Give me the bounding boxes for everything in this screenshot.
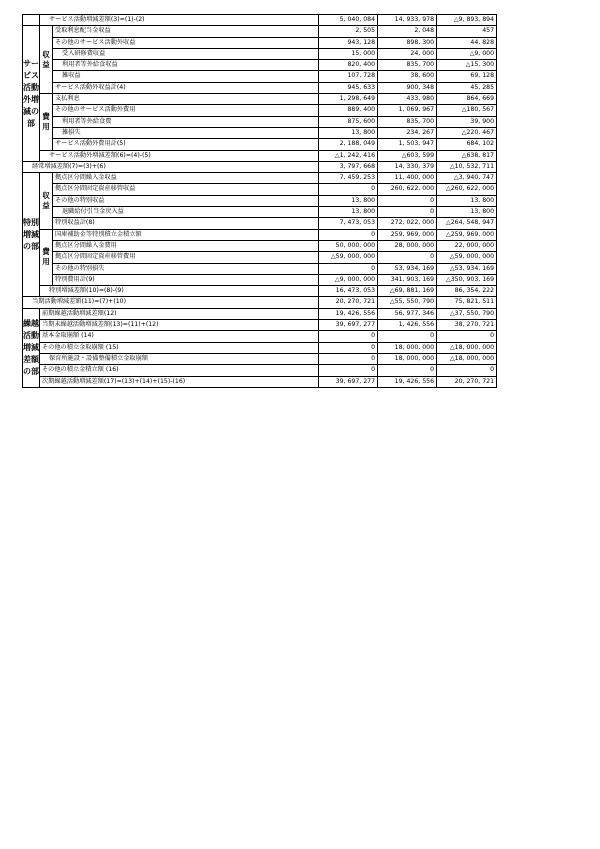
current-year-value: 945, 633 xyxy=(319,82,378,93)
prior-year-value: 56, 977, 346 xyxy=(378,308,437,319)
section-label-special-income: 収益 xyxy=(40,173,53,229)
difference-value: 0 xyxy=(437,331,497,342)
section-label-income: 収益 xyxy=(40,26,53,94)
prior-year-value: 272, 022, 000 xyxy=(378,218,437,229)
difference-value: 44, 828 xyxy=(437,37,497,48)
table-row xyxy=(23,150,497,161)
table-row xyxy=(23,286,497,297)
row-label: 前期繰越活動増減差額(12) xyxy=(40,308,319,319)
prior-year-value: 14, 933, 978 xyxy=(378,15,437,26)
table-row xyxy=(23,195,497,206)
table-row xyxy=(23,48,497,59)
row-label: 受入研修費収益 xyxy=(53,48,319,59)
difference-value: △638, 817 xyxy=(437,150,497,161)
current-year-value: 0 xyxy=(319,342,378,353)
current-year-value: 107, 728 xyxy=(319,71,378,82)
table-row xyxy=(23,297,497,308)
prior-year-value: 259, 969, 000 xyxy=(378,229,437,240)
prior-year-value: 28, 000, 000 xyxy=(378,240,437,251)
current-year-value: 0 xyxy=(319,184,378,195)
prior-year-value: 19, 426, 556 xyxy=(378,376,437,387)
current-year-value: △59, 000, 000 xyxy=(319,252,378,263)
table-row xyxy=(23,173,497,184)
difference-value: △59, 000, 000 xyxy=(437,252,497,263)
table-row xyxy=(23,15,497,26)
prior-year-value: 18, 000, 000 xyxy=(378,353,437,364)
prior-year-value: 260, 622, 000 xyxy=(378,184,437,195)
table-row xyxy=(23,353,497,364)
current-year-value: 13, 800 xyxy=(319,127,378,138)
difference-value: △9, 893, 894 xyxy=(437,15,497,26)
row-label: 雑損失 xyxy=(53,127,319,138)
current-year-value: 19, 426, 556 xyxy=(319,308,378,319)
prior-year-value: 835, 700 xyxy=(378,60,437,71)
current-year-value: 875, 600 xyxy=(319,116,378,127)
difference-value: 20, 270, 721 xyxy=(437,376,497,387)
difference-value: 864, 669 xyxy=(437,94,497,105)
prior-year-value: 341, 903, 169 xyxy=(378,274,437,285)
current-year-value: 16, 473, 053 xyxy=(319,286,378,297)
current-year-value: 3, 797, 668 xyxy=(319,161,378,172)
prior-year-value: 18, 000, 000 xyxy=(378,342,437,353)
row-label: 退職給付引当金戻入益 xyxy=(53,207,319,218)
prior-year-value: △603, 599 xyxy=(378,150,437,161)
current-year-value: 0 xyxy=(319,331,378,342)
current-year-value: 7, 459, 253 xyxy=(319,173,378,184)
current-year-value: 820, 400 xyxy=(319,60,378,71)
prior-year-value: 14, 330, 379 xyxy=(378,161,437,172)
difference-value: △3, 940, 747 xyxy=(437,173,497,184)
difference-value: △264, 548, 947 xyxy=(437,218,497,229)
row-label: 支払利息 xyxy=(53,94,319,105)
row-label: 利用者等外給食費 xyxy=(53,116,319,127)
row-label: 次期繰越活動増減差額(17)=(13)+(14)+(15)-(16) xyxy=(40,376,319,387)
current-year-value: 39, 697, 277 xyxy=(319,376,378,387)
difference-value: 13, 800 xyxy=(437,195,497,206)
difference-value: △9, 000 xyxy=(437,48,497,59)
row-label: 特別増減差額(10)=(8)-(9) xyxy=(40,286,319,297)
difference-value: △53, 934, 169 xyxy=(437,263,497,274)
row-label: 当期活動増減差額(11)=(7)+(10) xyxy=(23,297,319,308)
table-row xyxy=(23,71,497,82)
prior-year-value: 24, 000 xyxy=(378,48,437,59)
prior-year-value: 38, 600 xyxy=(378,71,437,82)
row-label: その他のサービス活動外費用 xyxy=(53,105,319,116)
current-year-value: 2, 188, 049 xyxy=(319,139,378,150)
row-label: 国庫補助金等特別積立金積立額 xyxy=(53,229,319,240)
difference-value: △260, 622, 000 xyxy=(437,184,497,195)
prior-year-value: △69, 881, 169 xyxy=(378,286,437,297)
table-row xyxy=(23,342,497,353)
difference-value: △18, 000, 000 xyxy=(437,342,497,353)
current-year-value: 0 xyxy=(319,353,378,364)
row-label: 特別収益計(8) xyxy=(53,218,319,229)
difference-value: △15, 300 xyxy=(437,60,497,71)
current-year-value: 7, 473, 053 xyxy=(319,218,378,229)
current-year-value: 943, 128 xyxy=(319,37,378,48)
current-year-value: 0 xyxy=(319,365,378,376)
row-label: その他の積立金取崩額 (15) xyxy=(40,342,319,353)
row-label: サービス活動外収益計(4) xyxy=(53,82,319,93)
table-row xyxy=(23,105,497,116)
table-row xyxy=(23,320,497,331)
difference-value: 22, 000, 000 xyxy=(437,240,497,251)
row-label: その他の積立金積立額 (16) xyxy=(40,365,319,376)
table-row xyxy=(23,308,497,319)
difference-value: 39, 900 xyxy=(437,116,497,127)
activity-statement-table xyxy=(22,14,497,388)
difference-value: △220, 467 xyxy=(437,127,497,138)
table-row xyxy=(23,218,497,229)
prior-year-value: 0 xyxy=(378,331,437,342)
difference-value: △259, 969, 000 xyxy=(437,229,497,240)
prior-year-value: 2, 048 xyxy=(378,26,437,37)
row-label: その他の特別収益 xyxy=(53,195,319,206)
current-year-value: 0 xyxy=(319,263,378,274)
current-year-value: 2, 505 xyxy=(319,26,378,37)
section-label-expense: 費用 xyxy=(40,94,53,150)
row-label: 経常増減差額(7)=(3)+(6) xyxy=(23,161,319,172)
prior-year-value: 234, 267 xyxy=(378,127,437,138)
prior-year-value: △55, 550, 790 xyxy=(378,297,437,308)
difference-value: 13, 800 xyxy=(437,207,497,218)
table-row xyxy=(23,229,497,240)
prior-year-value: 835, 700 xyxy=(378,116,437,127)
section-label-special: 特別増減の部 xyxy=(23,173,40,297)
row-label: 雑収益 xyxy=(53,71,319,82)
table-row xyxy=(23,139,497,150)
financial-statement-sheet xyxy=(22,14,496,388)
table-row xyxy=(23,60,497,71)
table-row xyxy=(23,26,497,37)
current-year-value: 0 xyxy=(319,229,378,240)
table-row xyxy=(23,161,497,172)
difference-value: 684, 102 xyxy=(437,139,497,150)
row-label: 利用者等外給食収益 xyxy=(53,60,319,71)
prior-year-value: 53, 934, 169 xyxy=(378,263,437,274)
row-label: その他のサービス活動外収益 xyxy=(53,37,319,48)
row-label: 保育所施設・設備整備積立金取崩額 xyxy=(40,353,319,364)
difference-value: △350, 903, 169 xyxy=(437,274,497,285)
prior-year-value: 900, 348 xyxy=(378,82,437,93)
section-label-carryover: 繰越活動増減差額の部 xyxy=(23,308,40,387)
prior-year-value: 1, 426, 556 xyxy=(378,320,437,331)
prior-year-value: 1, 069, 967 xyxy=(378,105,437,116)
prior-year-value: 0 xyxy=(378,365,437,376)
current-year-value: 50, 000, 000 xyxy=(319,240,378,251)
table-row xyxy=(23,207,497,218)
current-year-value: △1, 242, 416 xyxy=(319,150,378,161)
current-year-value: 15, 000 xyxy=(319,48,378,59)
current-year-value: 889, 400 xyxy=(319,105,378,116)
table-row xyxy=(23,274,497,285)
difference-value: △37, 550, 790 xyxy=(437,308,497,319)
difference-value: 45, 285 xyxy=(437,82,497,93)
current-year-value: 20, 270, 721 xyxy=(319,297,378,308)
table-row xyxy=(23,376,497,387)
table-row xyxy=(23,365,497,376)
row-label: 拠点区分間固定資産移管費用 xyxy=(53,252,319,263)
row-label: サービス活動外費用計(5) xyxy=(53,139,319,150)
row-label: その他の特別損失 xyxy=(53,263,319,274)
difference-value: △10, 532, 711 xyxy=(437,161,497,172)
difference-value: 457 xyxy=(437,26,497,37)
row-label: 特別費用計(9) xyxy=(53,274,319,285)
current-year-value: 5, 040, 084 xyxy=(319,15,378,26)
row-label: 受取利息配当金収益 xyxy=(53,26,319,37)
table-row xyxy=(23,331,497,342)
table-row xyxy=(23,252,497,263)
table-row xyxy=(23,94,497,105)
section-label-service-outside: サービス活動外増減の部 xyxy=(23,26,40,162)
table-row xyxy=(23,127,497,138)
prior-year-value: 0 xyxy=(378,252,437,263)
difference-value: 75, 821, 511 xyxy=(437,297,497,308)
current-year-value: 39, 697, 277 xyxy=(319,320,378,331)
difference-value: 69, 128 xyxy=(437,71,497,82)
prior-year-value: 11, 400, 000 xyxy=(378,173,437,184)
row-label: 拠点区分間繰入金費用 xyxy=(53,240,319,251)
table-row xyxy=(23,263,497,274)
row-label: サービス活動外増減差額(6)=(4)-(5) xyxy=(40,150,319,161)
difference-value: 86, 354, 222 xyxy=(437,286,497,297)
current-year-value: 13, 800 xyxy=(319,207,378,218)
table-row xyxy=(23,116,497,127)
difference-value: 0 xyxy=(437,365,497,376)
current-year-value: △9, 000, 000 xyxy=(319,274,378,285)
prior-year-value: 0 xyxy=(378,207,437,218)
prior-year-value: 1, 503, 947 xyxy=(378,139,437,150)
table-row xyxy=(23,37,497,48)
prior-year-value: 433, 980 xyxy=(378,94,437,105)
row-label: 基本金取崩額 (14) xyxy=(40,331,319,342)
difference-value: 38, 270, 721 xyxy=(437,320,497,331)
prior-year-value: 898, 300 xyxy=(378,37,437,48)
table-row xyxy=(23,240,497,251)
table-row xyxy=(23,184,497,195)
current-year-value: 1, 298, 649 xyxy=(319,94,378,105)
table-row xyxy=(23,82,497,93)
difference-value: △18, 000, 000 xyxy=(437,353,497,364)
row-label: サービス活動増減差額(3)=(1)-(2) xyxy=(40,15,319,26)
row-label: 拠点区分間繰入金収益 xyxy=(53,173,319,184)
section-label-special-expense: 費用 xyxy=(40,229,53,285)
row-label: 拠点区分間固定資産移管収益 xyxy=(53,184,319,195)
prior-year-value: 0 xyxy=(378,195,437,206)
row-label: 当期末繰越活動増減差額(13)=(11)+(12) xyxy=(40,320,319,331)
difference-value: △180, 567 xyxy=(437,105,497,116)
current-year-value: 13, 800 xyxy=(319,195,378,206)
